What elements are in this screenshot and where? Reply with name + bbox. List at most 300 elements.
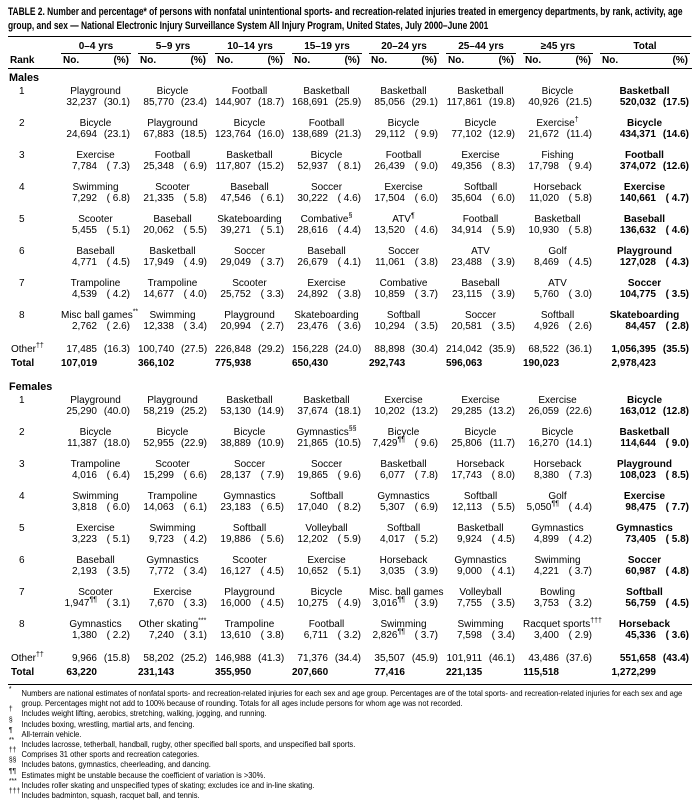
percent-value: ( 2.6): [106, 321, 130, 332]
number-line: [292, 598, 361, 609]
number-line: [138, 161, 207, 172]
total-value: 107,019: [61, 358, 98, 369]
data-cell: [595, 278, 692, 310]
data-cell: [133, 491, 210, 523]
number-line: [215, 566, 284, 577]
count-group: [61, 289, 97, 300]
count-value: 101,911: [446, 653, 482, 664]
activity-label: Baseball: [623, 214, 666, 225]
percent-value: (15.8): [103, 653, 130, 664]
count-value: 21,865: [297, 438, 328, 449]
activity-line: [292, 182, 361, 193]
activity-label: Baseball: [76, 246, 115, 257]
activity-line: [61, 619, 130, 630]
activity-line: [369, 118, 438, 129]
activity-label: Exercise: [76, 523, 115, 534]
total-value: 2,978,423: [611, 358, 656, 369]
count-value: 15,299: [143, 470, 174, 481]
number-line: [215, 129, 284, 140]
data-cell: [133, 150, 210, 182]
number-line: [369, 438, 438, 449]
activity-label: Bicycle: [156, 427, 189, 438]
data-cell: [364, 150, 441, 182]
count-value: 10,652: [297, 566, 328, 577]
count-value: 2,193: [71, 566, 97, 577]
number-line: [138, 502, 207, 513]
activity-label: Bicycle: [233, 118, 266, 129]
no-pct-header: [210, 54, 287, 69]
data-cell: [441, 459, 518, 491]
activity-line: [600, 86, 689, 97]
footnote-text: Includes batons, gymnastics, cheerleading, and dancing.: [21, 759, 211, 770]
percent-value: (23.1): [103, 129, 130, 140]
activity-label: Trampoline: [147, 491, 198, 502]
count-value: 140,661: [619, 193, 656, 204]
total-row: [8, 667, 692, 682]
count-group: [446, 406, 482, 417]
count-group: [523, 406, 559, 417]
number-line: [446, 193, 515, 204]
percent-spacer: [176, 667, 207, 678]
data-cell: [364, 427, 441, 459]
percent-value: (35.5): [662, 344, 689, 355]
count-value: 24,892: [297, 289, 328, 300]
activity-label: Soccer: [233, 459, 266, 470]
data-cell: [210, 651, 287, 667]
percent-value: ( 3.4): [491, 630, 515, 641]
activity-line: [369, 491, 438, 502]
percent-value: ( 6.0): [414, 193, 438, 204]
section-row: [8, 373, 692, 395]
count-value: 84,457: [625, 321, 656, 332]
percent-value: ( 5.1): [106, 225, 130, 236]
number-line: [61, 598, 130, 609]
count-value: 123,764: [215, 129, 252, 140]
data-cell: [595, 427, 692, 459]
data-cell: [441, 491, 518, 523]
data-cell: [210, 150, 287, 182]
percent-value: ( 5.1): [260, 225, 284, 236]
no-pct-pair: [518, 54, 595, 68]
number-line: [292, 502, 361, 513]
data-cell: [595, 651, 692, 667]
rank-cell: 1: [19, 86, 25, 97]
count-group: [61, 129, 97, 140]
activity-line: [523, 555, 592, 566]
data-cell: [518, 459, 595, 491]
number-line: [600, 225, 689, 236]
data-cell: [518, 278, 595, 310]
number-line: [600, 630, 689, 641]
number-line: [292, 534, 361, 545]
percent-spacer: [407, 358, 438, 369]
activity-line: [138, 395, 207, 406]
count-value: 4,016: [71, 470, 97, 481]
percent-value: ( 4.9): [337, 598, 361, 609]
count-value: 1,380: [71, 630, 97, 641]
activity-label: Football: [308, 619, 345, 630]
data-cell: [595, 459, 692, 491]
percent-spacer: [253, 667, 284, 678]
data-cell: [595, 118, 692, 150]
activity-label: Basketball: [619, 427, 670, 438]
count-value: 52,955: [143, 438, 174, 449]
activity-label: Bicycle: [626, 118, 663, 129]
count-group: [446, 630, 482, 641]
activity-line: [138, 86, 207, 97]
count-value: 114,644: [620, 438, 656, 449]
activity-line: [446, 619, 515, 630]
percent-spacer: [330, 667, 361, 678]
percent-value: ( 4.1): [337, 257, 361, 268]
total-value: 231,143: [138, 667, 175, 678]
count-value: 88,898: [374, 344, 405, 355]
percent-value: ( 6.4): [106, 470, 130, 481]
count-group: [138, 406, 174, 417]
percent-value: ( 6.1): [183, 502, 207, 513]
number-line: [292, 257, 361, 268]
total-value: 77,416: [374, 667, 405, 678]
data-cell: [287, 587, 364, 619]
percent-value: ( 3.7): [414, 289, 438, 300]
activity-line: [138, 459, 207, 470]
data-cell: [595, 523, 692, 555]
count-value: 117,807: [215, 161, 251, 172]
number-line: [215, 406, 284, 417]
percent-value: ( 9.6): [414, 438, 438, 449]
count-footnote-sup: ¶¶: [551, 500, 559, 508]
count-group: [138, 653, 174, 664]
activity-line: [369, 214, 438, 225]
activity-line: [215, 523, 284, 534]
percent-value: (12.8): [662, 406, 689, 417]
age-group-header: [287, 38, 364, 54]
age-group-label: 20–24 yrs: [369, 38, 439, 54]
number-line: [138, 438, 207, 449]
activity-label: Skateboarding: [217, 214, 282, 225]
count-group: [600, 598, 656, 609]
count-value: 43,486: [528, 653, 559, 664]
activity-line: [138, 587, 207, 598]
activity-label: Soccer: [387, 246, 420, 257]
percent-spacer: [407, 667, 438, 678]
count-value: 127,028: [619, 257, 656, 268]
footnote-item: * Numbers are national estimates of nonfatal sports- and recreation-related injuries for each sex and age group. Percentages are of the total sports- and recreation-related injuries for each sex and age group. Percentages might not add to 100% because of rounding. Totals for all ages include persons for whom age was not recorded.: [8, 684, 683, 709]
activity-label: Exercise: [153, 587, 192, 598]
count-group: [292, 344, 328, 355]
table-row: [8, 459, 692, 491]
activity-line: [292, 86, 361, 97]
activity-line: [215, 214, 284, 225]
activity-line: [523, 523, 592, 534]
table-row: [8, 427, 692, 459]
percent-value: ( 3.2): [337, 630, 361, 641]
activity-label: Exercise: [461, 150, 500, 161]
activity-label: Bicycle: [464, 118, 497, 129]
data-cell: [210, 118, 287, 150]
number-line: [369, 534, 438, 545]
data-cell: [210, 182, 287, 214]
percent-value: (37.6): [565, 653, 592, 664]
table-title: TABLE 2. Number and percentage* of persons with nonfatal unintentional sports- and recreation-related injuries treated in emergency departments, by rank, activity, age group, and sex — National Electronic Injury Surveillance System All Injury Program, United States, July 2000–June 2001: [8, 6, 691, 37]
other-footnote-sup: ††: [36, 651, 44, 659]
table-row: [8, 86, 692, 118]
count-group: [61, 470, 97, 481]
number-line: [215, 321, 284, 332]
activity-label: Basketball: [149, 246, 196, 257]
activity-label: Exercise: [538, 395, 577, 406]
no-pct-header: [595, 54, 692, 69]
activity-line: [215, 395, 284, 406]
count-group: [138, 534, 174, 545]
count-value: 4,771: [71, 257, 97, 268]
count-value: 25,752: [220, 289, 251, 300]
data-cell: [210, 395, 287, 427]
activity-label: Swimming: [534, 555, 581, 566]
count-value: 17,743: [451, 470, 482, 481]
number-line: [61, 406, 130, 417]
percent-value: ( 3.2): [568, 598, 592, 609]
activity-label: Softball: [626, 587, 663, 598]
section-cell: [8, 373, 692, 395]
count-group: [600, 406, 656, 417]
percent-value: (13.2): [411, 406, 438, 417]
activity-label: Playground: [147, 118, 198, 129]
count-group: [292, 97, 328, 108]
count-value: 38,889: [220, 438, 251, 449]
number-line: [138, 358, 207, 369]
percent-value: ( 5.8): [568, 193, 592, 204]
percent-value: ( 6.5): [260, 502, 284, 513]
activity-label: Horseback: [533, 459, 582, 470]
percent-value: ( 6.1): [260, 193, 284, 204]
count-group: [600, 161, 656, 172]
activity-line: [523, 150, 592, 161]
data-cell: [133, 523, 210, 555]
data-cell: [441, 587, 518, 619]
number-line: [369, 630, 438, 641]
data-cell: [56, 651, 133, 667]
count-group: [215, 289, 251, 300]
number-line: [61, 225, 130, 236]
count-value: 26,059: [528, 406, 559, 417]
percent-value: ( 5.8): [183, 193, 207, 204]
number-line: [292, 97, 361, 108]
activity-footnote-sup: †††: [590, 617, 602, 625]
activity-line: [523, 310, 592, 321]
count-value: 117,861: [446, 97, 482, 108]
count-group: [446, 502, 482, 513]
percent-spacer: [658, 667, 689, 678]
footnote-item: §§ Includes batons, gymnastics, cheerleading, and dancing.: [8, 755, 211, 770]
activity-label: Basketball: [380, 459, 427, 470]
number-line: [523, 344, 592, 355]
no-pct-pair: [133, 54, 210, 68]
count-group: [138, 630, 174, 641]
percent-value: (21.5): [565, 97, 592, 108]
percent-value: (12.9): [488, 129, 515, 140]
count-group: [446, 321, 482, 332]
footnote-item: †† Comprises 31 other sports and recreation categories.: [8, 745, 200, 760]
count-value: 226,848: [215, 344, 252, 355]
age-group-label: 25–44 yrs: [446, 38, 516, 54]
footnote-item: ¶ All-terrain vehicle.: [8, 724, 82, 739]
percent-value: ( 3.9): [491, 257, 515, 268]
footnote-text: Includes roller skating and unspecified types of skating; excludes ice and in-line skating.: [21, 779, 315, 790]
count-group: [600, 257, 656, 268]
age-group-header: [364, 38, 441, 54]
activity-line: [215, 150, 284, 161]
data-cell: [595, 86, 692, 118]
number-line: [138, 566, 207, 577]
data-cell: [364, 491, 441, 523]
count-group: [600, 344, 656, 355]
count-value: 56,759: [625, 598, 656, 609]
data-cell: [56, 523, 133, 555]
count-group: [446, 566, 482, 577]
number-line: [446, 289, 515, 300]
activity-line: [138, 523, 207, 534]
count-value: 16,270: [528, 438, 559, 449]
percent-value: ( 3.1): [106, 598, 130, 609]
number-line: [61, 193, 130, 204]
percent-spacer: [99, 358, 130, 369]
rank-cell: 3: [19, 150, 25, 161]
data-cell: [518, 523, 595, 555]
percent-value: ( 3.6): [665, 630, 689, 641]
data-cell: [441, 118, 518, 150]
activity-line: [215, 118, 284, 129]
percent-value: ( 2.2): [106, 630, 130, 641]
injury-table: [8, 38, 692, 682]
footnote-item: ** Includes lacrosse, tetherball, handball, rugby, other specified ball sports, and unspecified ball sports.: [8, 735, 356, 750]
no-pct-pair: [441, 54, 518, 68]
count-group: [61, 321, 97, 332]
rank-cell: 5: [19, 214, 25, 225]
number-line: [523, 225, 592, 236]
number-line: [61, 470, 130, 481]
data-cell: [364, 342, 441, 358]
percent-value: ( 6.8): [106, 193, 130, 204]
no-pct-header: [133, 54, 210, 69]
age-group-label: 0–4 yrs: [61, 38, 131, 54]
count-value: 12,113: [452, 502, 482, 513]
number-line: [600, 129, 689, 140]
percent-value: ( 2.8): [665, 321, 689, 332]
activity-label: Bicycle: [387, 427, 420, 438]
count-group: [369, 598, 405, 609]
activity-line: [446, 459, 515, 470]
data-cell: [595, 667, 692, 682]
activity-line: [138, 214, 207, 225]
footnote-text: Comprises 31 other sports and recreation categories.: [21, 749, 200, 760]
activity-line: [215, 491, 284, 502]
number-line: [292, 406, 361, 417]
data-cell: [56, 395, 133, 427]
count-value: 73,405: [625, 534, 656, 545]
count-value: 77,102: [451, 129, 482, 140]
percent-value: ( 4.5): [260, 566, 284, 577]
number-line: [369, 566, 438, 577]
rank-cell: 4: [19, 182, 25, 193]
activity-line: [523, 395, 592, 406]
percent-value: ( 5.9): [337, 534, 361, 545]
number-line: [369, 257, 438, 268]
number-line: [61, 289, 130, 300]
count-value: 5,760: [533, 289, 559, 300]
count-value: 25,290: [66, 406, 97, 417]
count-group: [138, 344, 174, 355]
count-group: [600, 129, 656, 140]
count-group: [446, 289, 482, 300]
no-column-header: No.: [217, 55, 234, 66]
count-value: 30,222: [297, 193, 328, 204]
count-value: 49,356: [451, 161, 482, 172]
count-value: 21,672: [528, 129, 559, 140]
data-cell: [441, 182, 518, 214]
activity-line: [600, 246, 689, 257]
number-line: [600, 438, 689, 449]
percent-value: ( 2.6): [568, 321, 592, 332]
percent-value: (22.6): [565, 406, 592, 417]
count-group: [369, 566, 405, 577]
count-group: [446, 225, 482, 236]
activity-label: Exercise: [623, 491, 666, 502]
activity-label: ATV: [548, 278, 567, 289]
activity-label: Basketball: [380, 86, 427, 97]
activity-line: [61, 182, 130, 193]
percent-value: ( 9.4): [568, 161, 592, 172]
number-line: [138, 289, 207, 300]
count-group: [523, 502, 559, 513]
number-line: [523, 97, 592, 108]
percent-value: ( 6.9): [414, 502, 438, 513]
number-line: [369, 344, 438, 355]
activity-line: [523, 86, 592, 97]
count-group: [138, 193, 174, 204]
number-line: [138, 193, 207, 204]
percent-value: ( 3.5): [491, 598, 515, 609]
count-value: 68,522: [528, 344, 559, 355]
count-value: 9,924: [456, 534, 482, 545]
count-group: [523, 289, 559, 300]
data-cell: [210, 358, 287, 373]
count-value: 7,240: [148, 630, 174, 641]
data-cell: [133, 278, 210, 310]
count-group: [523, 566, 559, 577]
number-line: [446, 598, 515, 609]
data-cell: [56, 358, 133, 373]
data-cell: [287, 182, 364, 214]
count-value: 3,818: [71, 502, 97, 513]
count-group: [600, 502, 656, 513]
activity-label: Scooter: [232, 278, 267, 289]
count-group: [369, 289, 405, 300]
activity-line: [292, 214, 361, 225]
data-cell: [287, 86, 364, 118]
footnote-text: Numbers are national estimates of nonfatal sports- and recreation-related injuries for each sex and age group. Percentages are of the total sports- and recreation-related injuries for each sex and age group. Percentages might not add to 100% because of rounding. Totals for all ages include persons for whom age was not recorded.: [21, 688, 683, 709]
count-value: 7,292: [71, 193, 97, 204]
count-value: 7,429: [372, 438, 398, 449]
data-cell: [56, 427, 133, 459]
activity-line: [215, 182, 284, 193]
activity-label: Basketball: [619, 86, 670, 97]
activity-line: [523, 118, 592, 129]
count-value: 21,335: [143, 193, 174, 204]
data-cell: [210, 459, 287, 491]
activity-label: Scooter: [78, 214, 113, 225]
number-line: [292, 667, 361, 678]
